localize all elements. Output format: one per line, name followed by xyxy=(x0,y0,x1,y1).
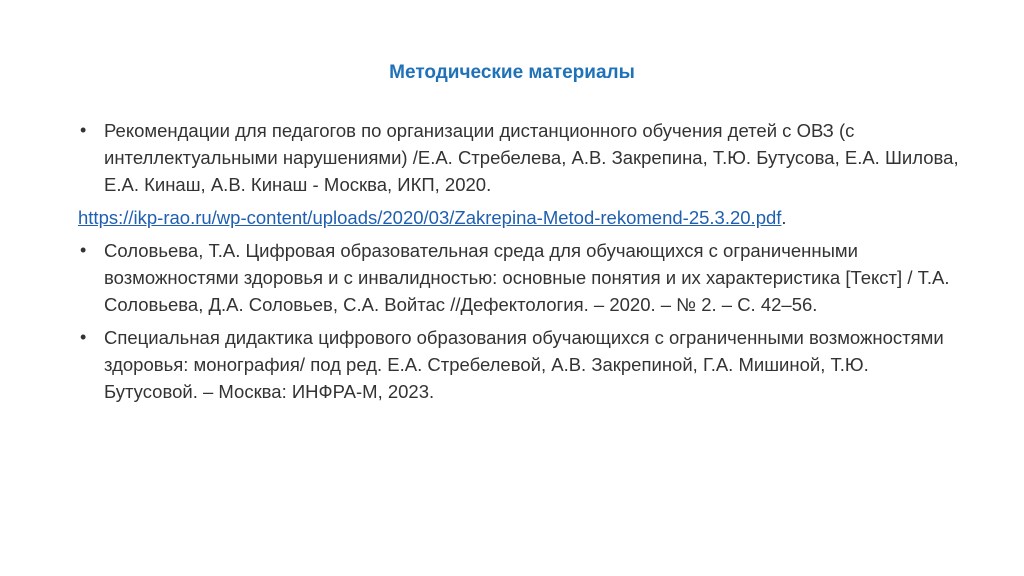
bullet-icon: • xyxy=(80,327,87,347)
slide-title: Методические материалы xyxy=(389,62,635,83)
slide-content xyxy=(80,117,960,411)
list-item xyxy=(80,324,960,405)
list-item xyxy=(80,117,960,198)
reference-link[interactable]: https://ikp-rao.ru/wp-content/uploads/2020/03/Zakrepina-Metod-rekomend-25.3.20.pdf xyxy=(78,207,782,228)
list-item-text: Соловьева, Т.А. Цифровая образовательная среда для обучающихся с ограниченными возможностями здоровья и с инвалидностью: основные понятия и их характеристика [Текст] / Т.А. Соловьева, Д.А. Соловьев, С.А. Войтас //Дефектология. – 2020. – № 2. – С. 42–56. xyxy=(104,240,950,315)
reference-link-line xyxy=(78,204,960,231)
bullet-icon: • xyxy=(80,120,87,140)
link-tail: . xyxy=(781,207,787,228)
bullet-icon: • xyxy=(80,240,87,260)
list-item-text: Рекомендации для педагогов по организации дистанционного обучения детей с ОВЗ (с интеллектуальными нарушениями) /Е.А. Стребелева, А.В. Закрепина, Т.Ю. Бутусова, Е.А. Шилова, Е.А. Кинаш, А.В. Кинаш - Москва, ИКП, 2020. xyxy=(104,120,959,195)
list-item xyxy=(80,237,960,318)
list-item-text: Специальная дидактика цифрового образования обучающихся с ограниченными возможностями здоровья: монография/ под ред. Е.А. Стребелевой, А.В. Закрепиной, Г.А. Мишиной, Т.Ю. Бутусовой. – Москва: ИНФРА-М, 2023. xyxy=(104,327,944,402)
